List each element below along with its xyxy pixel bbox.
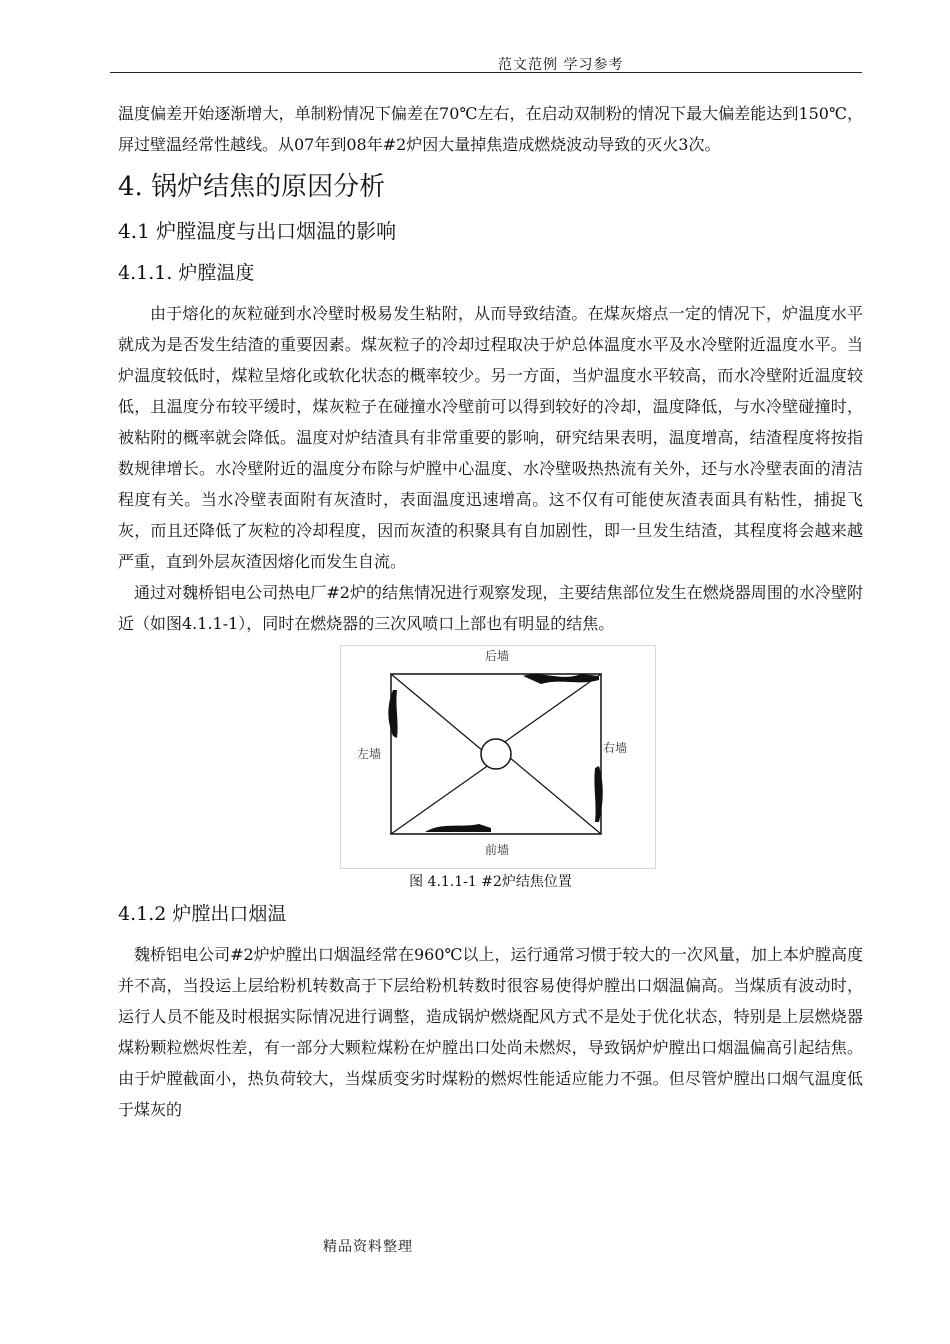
label-left-wall: 左墙 xyxy=(357,747,382,761)
subsubsection-heading-furnace-temperature: 4.1.1. 炉膛温度 xyxy=(118,262,255,284)
document-body xyxy=(118,98,863,1125)
center-circle xyxy=(481,739,511,769)
figure-frame xyxy=(340,645,656,869)
page-footer: 精品资料整理 xyxy=(323,1239,413,1255)
figure-caption: 图 4.1.1-1 #2炉结焦位置 xyxy=(409,874,572,890)
paragraph-observation: 通过对魏桥铝电公司热电厂#2炉的结焦情况进行观察发现，主要结焦部位发生在燃烧器周围的水冷壁附近（如图4.1.1-1），同时在燃烧器的三次风喷口上部也有明显的结焦。 xyxy=(118,583,863,633)
figure-coking-location xyxy=(118,643,863,895)
furnace-diagram xyxy=(341,646,655,868)
diagonal-line xyxy=(499,674,601,746)
coking-deposit-rear xyxy=(523,674,599,684)
header-rule xyxy=(110,72,862,73)
diagonal-line xyxy=(503,752,601,834)
header-text: 范文范例 学习参考 xyxy=(498,57,624,73)
coking-deposit-front xyxy=(425,824,491,832)
subsubsection-heading-outlet-temperature: 4.1.2 炉膛出口烟温 xyxy=(118,903,287,925)
label-rear-wall: 后墙 xyxy=(485,649,510,663)
diagonal-line xyxy=(391,674,489,756)
label-front-wall: 前墙 xyxy=(485,843,510,857)
diagonal-line xyxy=(391,762,493,834)
coking-deposit-left xyxy=(388,690,397,738)
section-heading: 4. 锅炉结焦的原因分析 xyxy=(118,172,386,202)
page-header xyxy=(0,54,950,74)
paragraph-continued: 温度偏差开始逐渐增大，单制粉情况下偏差在70℃左右，在启动双制粉的情况下最大偏差能达到150℃，屏过壁温经常性越线。从07年到08年#2炉因大量掉焦造成燃烧波动导致的灭火3次。 xyxy=(118,104,863,154)
paragraph-slagging-mechanism: 由于熔化的灰粒碰到水冷壁时极易发生粘附，从而导致结渣。在煤灰熔点一定的情况下，炉温度水平就成为是否发生结渣的重要因素。煤灰粒子的冷却过程取决于炉总体温度水平及水冷壁附近温度水平。当炉温度较低时，煤粒呈熔化或软化状态的概率较少。另一方面，当炉温度水平较高，而水冷壁附近温度较低，且温度分布较平缓时，煤灰粒子在碰撞水冷壁前可以得到较好的冷却，温度降低，与水冷壁碰撞时，被粘附的概率就会降低。温度对炉结渣具有非常重要的影响，研究结果表明，温度增高，结渣程度将按指数规律增长。水冷壁附近的温度分布除与炉膛中心温度、水冷壁吸热热流有关外，还与水冷壁表面的清洁程度有关。当水冷壁表面附有灰渣时，表面温度迅速增高。这不仅有可能使灰渣表面具有粘性，捕捉飞灰，而且还降低了灰粒的冷却程度，因而灰渣的积聚具有自加剧性，即一旦发生结渣，其程度将会越来越严重，直到外层灰渣因熔化而发生自流。 xyxy=(118,304,863,571)
subsection-heading: 4.1 炉膛温度与出口烟温的影响 xyxy=(118,219,397,243)
label-right-wall: 右墙 xyxy=(603,741,628,755)
paragraph-outlet-temperature: 魏桥铝电公司#2炉炉膛出口烟温经常在960℃以上，运行通常习惯于较大的一次风量，加上本炉膛高度并不高，当投运上层给粉机转数高于下层给粉机转数时很容易使得炉膛出口烟温偏高。当煤质有波动时，运行人员不能及时根据实际情况进行调整，造成锅炉燃烧配风方式不是处于优化状态，特别是上层燃烧器煤粉颗粒燃烬性差，有一部分大颗粒煤粉在炉膛出口处尚未燃烬，导致锅炉炉膛出口烟温偏高引起结焦。由于炉膛截面小，热负荷较大，当煤质变劣时煤粉的燃烬性能适应能力不强。但尽管炉膛出口烟气温度低于煤灰的 xyxy=(118,945,863,1119)
